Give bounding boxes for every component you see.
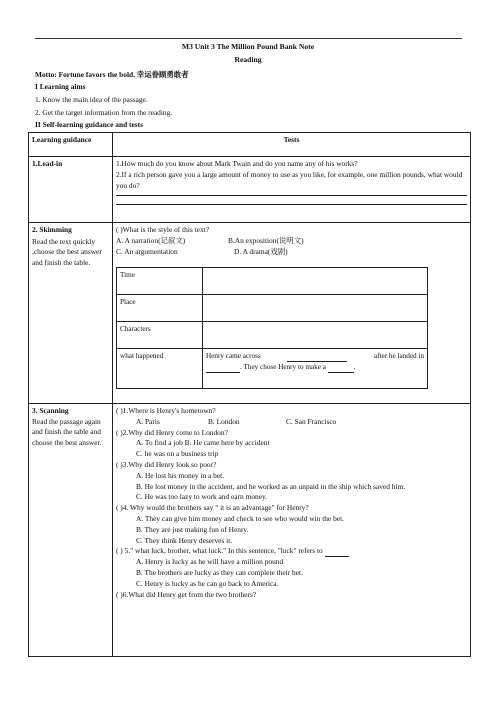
leadin-q1: 1.How much do you know about Mark Twain and do you name any of his works? xyxy=(116,159,358,168)
answer-line-2[interactable] xyxy=(116,204,467,205)
blank-landed-in[interactable] xyxy=(206,372,240,373)
story-elements-table xyxy=(116,267,428,389)
happened-line-1 xyxy=(206,351,424,362)
scan-q1: ( )1.Where is Henry's hometown? xyxy=(116,406,216,415)
skimming-row xyxy=(29,223,471,404)
scan-q3-b[interactable]: B. He lost money in the accident, and he worked as an unpaid in the ship which saved him. xyxy=(136,481,406,491)
scan-q5: ( ) 5." what luck, brother, what luck." In this sentence, "luck" refers to xyxy=(116,546,323,556)
scan-q6: ( )6.What did Henry get from the two brothers? xyxy=(116,589,257,599)
row-characters xyxy=(117,322,428,349)
skimming-tests xyxy=(113,223,471,404)
leadin-tests xyxy=(113,157,471,223)
header-row xyxy=(29,133,471,157)
scan-q5-a[interactable]: A. Henry is lucky as he will have a million pound xyxy=(136,557,284,567)
scanning-guidance: Read the passage again and finish the table and choose the best answer. xyxy=(32,416,102,447)
skimming-options-ab xyxy=(116,236,467,247)
row-place xyxy=(117,295,428,322)
skimming-opt-c[interactable]: C. An argumentation xyxy=(116,246,178,256)
answer-place[interactable] xyxy=(203,295,428,322)
happened-line-2 xyxy=(206,362,424,373)
blank-came-across[interactable] xyxy=(287,351,347,362)
aim-2: 2. Get the target information from the reading. xyxy=(35,108,173,117)
happened-text-2: after he landed in xyxy=(373,352,424,361)
col-tests-header: Tests xyxy=(113,133,471,157)
label-characters: Characters xyxy=(117,322,203,349)
skimming-options-cd xyxy=(116,247,467,258)
col-guidance-header: Learning guidance xyxy=(29,133,113,157)
answer-what-happened xyxy=(203,349,428,389)
skimming-opt-a[interactable]: A. A narration(记叙文) xyxy=(116,235,186,245)
label-what-happened: what happened xyxy=(117,349,203,389)
page-subtitle: Reading xyxy=(234,55,262,64)
happened-text-3: . They chose Henry to make a xyxy=(240,362,326,371)
scan-q3-a[interactable]: A. He lost his money in a bet. xyxy=(136,470,225,480)
skimming-guidance-cell xyxy=(29,223,113,404)
page-title: M3 Unit 3 The Million Pound Bank Note xyxy=(181,42,315,51)
blank-make-a[interactable] xyxy=(328,372,354,373)
scan-q1-c[interactable]: C. San Francisco xyxy=(286,416,337,426)
aims-heading: I Learning aims xyxy=(35,82,86,91)
scanning-title: 3. Scanning xyxy=(32,406,69,415)
scan-q3-c[interactable]: C. He was too lazy to work and earn money. xyxy=(136,492,268,502)
learning-table xyxy=(28,132,471,657)
scan-q3: ( )3.Why did Henry look so poor? xyxy=(116,459,217,469)
scanning-row xyxy=(29,404,471,657)
row-what-happened xyxy=(117,349,428,389)
leadin-title: 1.Lead-in xyxy=(29,157,113,223)
label-time: Time xyxy=(117,268,203,295)
scan-q1-a[interactable]: A. Paris xyxy=(136,416,160,426)
scan-q2-ab[interactable]: A. To find a job B. He came here by accident xyxy=(136,438,270,448)
scanning-guidance-cell xyxy=(29,404,113,657)
skimming-guidance: Read the text quickly ,choose the best answer and finish the table. xyxy=(32,236,102,267)
skimming-opt-b[interactable]: B.An exposition(说明文) xyxy=(228,235,304,245)
scan-q4-c[interactable]: C. They think Henry deserves it. xyxy=(136,535,233,545)
scan-q5-line xyxy=(116,546,467,557)
answer-line-1[interactable] xyxy=(116,195,467,196)
scan-q1-b[interactable]: B. London xyxy=(208,416,240,426)
skimming-question: ( )What is the style of this text? xyxy=(116,225,209,234)
scan-q4-a[interactable]: A. They can give him money and check to see who would win the bet. xyxy=(136,513,344,523)
scan-q5-b[interactable]: B. The brothers are lucky as they can complete their bet. xyxy=(136,567,303,577)
skimming-title: 2. Skimming xyxy=(32,225,72,234)
leadin-row xyxy=(29,157,471,223)
scan-q1-options xyxy=(116,417,467,428)
aim-1: 1. Know the main idea of the passage. xyxy=(35,95,148,104)
scan-q2: ( )2.Why did Henry come to London? xyxy=(116,427,228,437)
skimming-opt-d[interactable]: D. A drama(戏剧) xyxy=(234,246,288,256)
scan-q5-c[interactable]: C. Henry is lucky as he can go back to America. xyxy=(136,578,279,588)
answer-characters[interactable] xyxy=(203,322,428,349)
scan-q4-b[interactable]: B. They are just making fun of Henry. xyxy=(136,524,249,534)
blank-luck-refers[interactable] xyxy=(325,556,349,557)
answer-time[interactable] xyxy=(203,268,428,295)
scan-q4: ( )4. Why would the brothers say " it is an advantage" for Henry? xyxy=(116,503,309,513)
happened-text-1: Henry came across xyxy=(206,352,261,361)
label-place: Place xyxy=(117,295,203,322)
scanning-tests xyxy=(113,404,471,657)
top-rule xyxy=(35,38,462,39)
happened-text-4: . xyxy=(353,362,356,371)
leadin-q2: 2.If a rich person gave you a large amount of money to use as you like, for example, one million pounds, what would you do? xyxy=(116,169,463,190)
scan-q2-c[interactable]: C. he was on a business trip xyxy=(136,449,219,459)
row-time xyxy=(117,268,428,295)
motto: Motto: Fortune favors the bold. 幸运眷顾勇敢者 xyxy=(35,70,189,79)
section2-heading: II Self-learning guidance and tests xyxy=(35,120,143,129)
